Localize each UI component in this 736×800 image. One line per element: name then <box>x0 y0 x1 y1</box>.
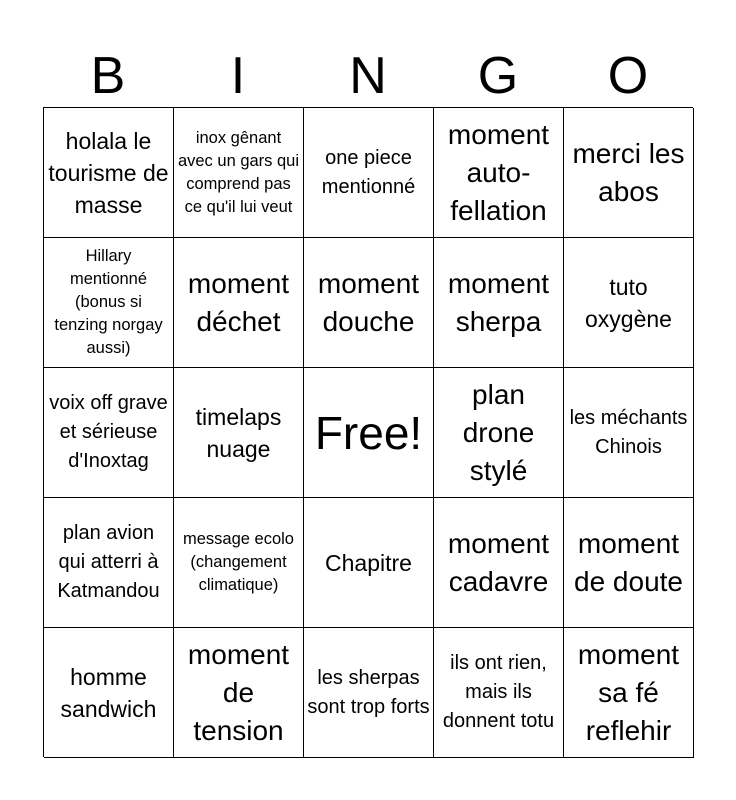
bingo-cell[interactable] <box>174 498 304 628</box>
header-letter-o: O <box>607 47 649 105</box>
bingo-cell[interactable] <box>564 368 694 498</box>
header-letter-i: I <box>230 47 246 105</box>
bingo-cell[interactable] <box>174 628 304 758</box>
cell-text: les méchants Chinois <box>569 406 688 458</box>
bingo-cell[interactable] <box>434 108 564 238</box>
bingo-cell[interactable] <box>304 628 434 758</box>
bingo-cell[interactable] <box>304 238 434 368</box>
cell-text: tuto oxygène <box>585 273 672 332</box>
bingo-cell[interactable] <box>434 368 564 498</box>
cell-text: holala le tourisme de masse <box>48 127 169 218</box>
cell-text: moment sherpa <box>447 267 550 337</box>
cell-text: moment auto-fellation <box>447 118 550 226</box>
header-letter-g: G <box>477 47 519 105</box>
cell-text: merci les abos <box>572 137 685 207</box>
bingo-cell[interactable] <box>44 628 174 758</box>
cell-text: message ecolo (changement climatique) <box>183 530 294 594</box>
cell-text: moment cadavre <box>447 527 550 597</box>
bingo-cell[interactable] <box>174 108 304 238</box>
bingo-cell[interactable] <box>304 498 434 628</box>
header-letter-b: B <box>90 47 126 105</box>
bingo-header <box>43 44 693 108</box>
bingo-cell[interactable] <box>434 628 564 758</box>
cell-text: Hillary mentionné (bonus si tenzing norgay aussi) <box>54 247 163 357</box>
bingo-cell[interactable] <box>434 238 564 368</box>
bingo-cell[interactable] <box>434 498 564 628</box>
bingo-cell[interactable] <box>174 368 304 498</box>
cell-text: one piece mentionné <box>321 146 416 198</box>
cell-text: moment déchet <box>187 267 290 337</box>
cell-text: les sherpas sont trop forts <box>307 666 430 718</box>
cell-text: plan avion qui atterri à Katmandou <box>57 522 160 602</box>
bingo-cell[interactable] <box>564 238 694 368</box>
cell-text: Chapitre <box>325 549 412 576</box>
cell-text: moment de tension <box>187 638 290 746</box>
cell-text: voix off grave et sérieuse d'Inoxtag <box>49 392 168 472</box>
bingo-cell[interactable] <box>44 368 174 498</box>
bingo-cell[interactable] <box>174 238 304 368</box>
cell-text: homme sandwich <box>60 663 157 722</box>
bingo-cell[interactable] <box>44 238 174 368</box>
cell-text: timelaps nuage <box>195 403 282 462</box>
bingo-free-cell[interactable] <box>304 368 434 498</box>
bingo-cell[interactable] <box>44 108 174 238</box>
free-space-text: Free! <box>314 406 423 459</box>
bingo-cell[interactable] <box>564 498 694 628</box>
cell-text: moment sa fé reflehir <box>577 638 680 746</box>
cell-text: inox gênant avec un gars qui comprend pas ce qu'il lui veut <box>177 128 300 216</box>
bingo-cell[interactable] <box>564 628 694 758</box>
cell-text: moment de doute <box>574 527 683 597</box>
cell-text: plan drone stylé <box>462 378 535 486</box>
bingo-cell[interactable] <box>44 498 174 628</box>
cell-text: ils ont rien, mais ils donnent totu <box>442 652 555 732</box>
bingo-cell[interactable] <box>304 108 434 238</box>
bingo-cell[interactable] <box>564 108 694 238</box>
cell-text: moment douche <box>317 267 420 337</box>
header-letter-n: N <box>349 47 387 105</box>
bingo-board <box>43 107 693 757</box>
